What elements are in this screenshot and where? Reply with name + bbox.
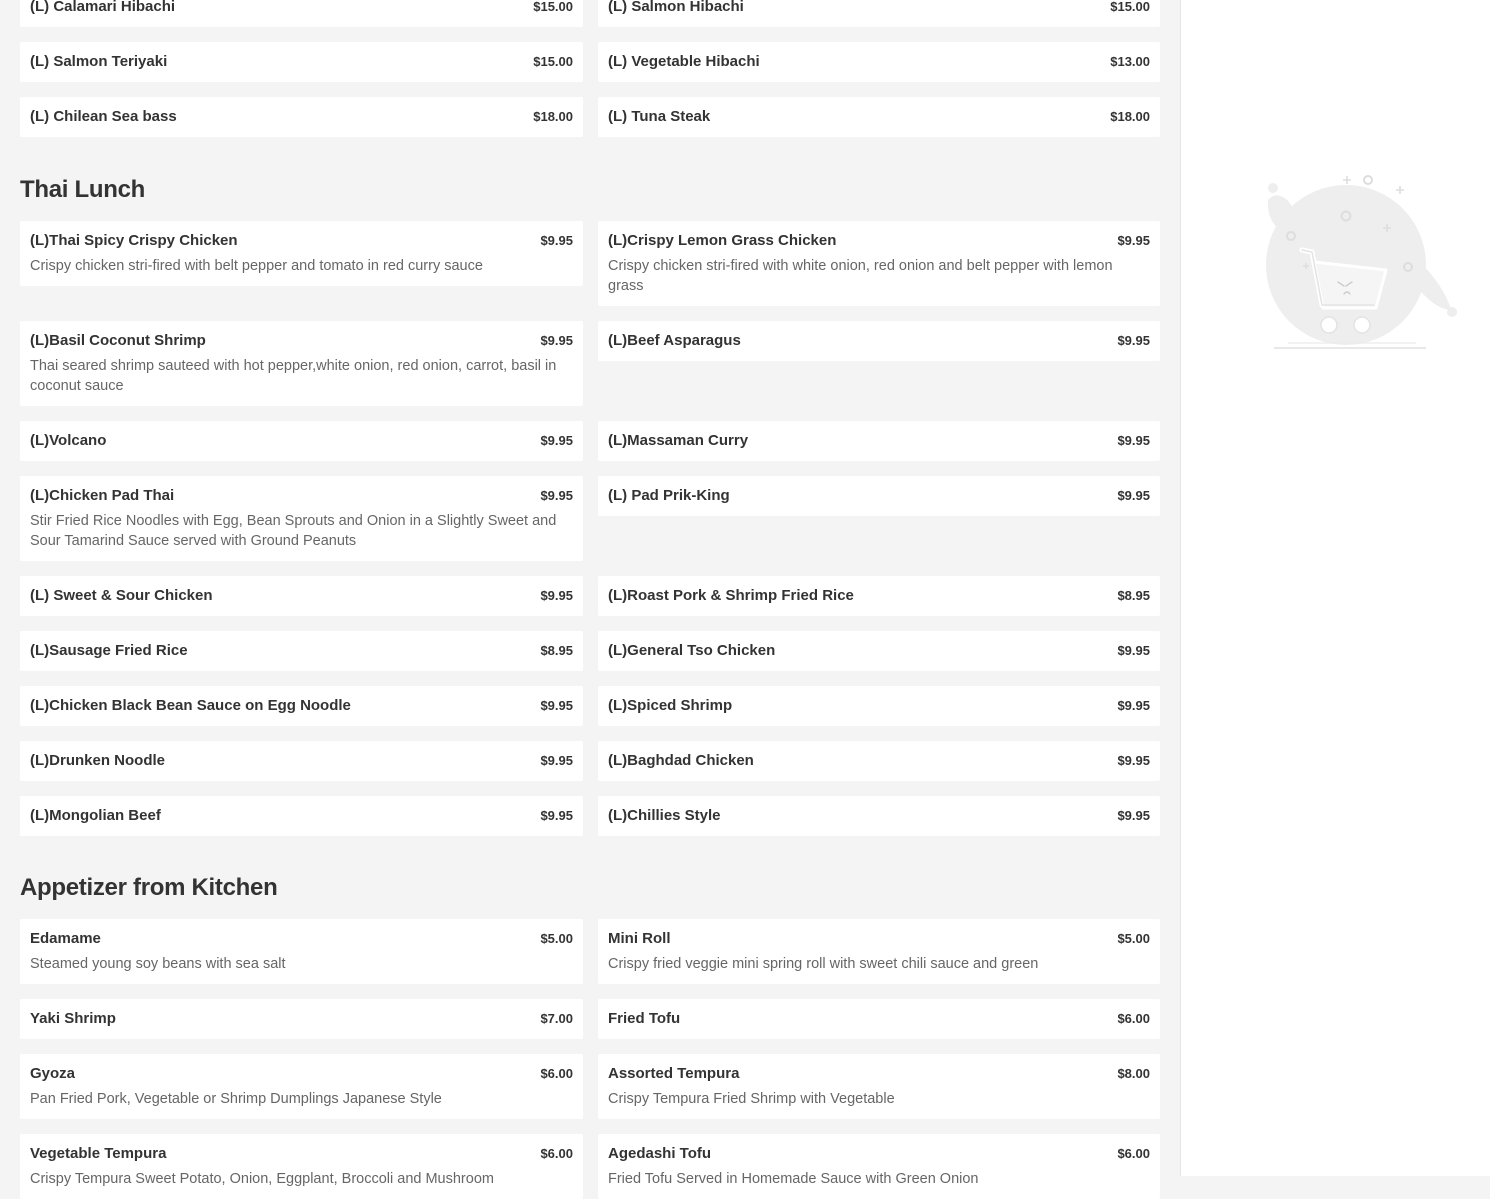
item-description: Fried Tofu Served in Homemade Sauce with Green Onion: [608, 1171, 979, 1187]
item-name: (L) Salmon Teriyaki: [30, 53, 168, 70]
item-price: $9.95: [1117, 433, 1150, 448]
item-price: $9.95: [540, 488, 573, 503]
item-price: $8.95: [540, 643, 573, 658]
item-name: (L)Chillies Style: [608, 807, 721, 824]
item-description: Crispy chicken stri-fired with belt pepper and tomato in red curry sauce: [30, 258, 483, 274]
menu-item[interactable]: [598, 221, 1160, 306]
item-description: Pan Fried Pork, Vegetable or Shrimp Dumplings Japanese Style: [30, 1091, 442, 1107]
item-name: Agedashi Tofu: [608, 1145, 712, 1162]
menu-item[interactable]: [20, 421, 583, 461]
menu-item[interactable]: [598, 97, 1160, 137]
menu-item[interactable]: [598, 321, 1160, 361]
item-name: Yaki Shrimp: [30, 1010, 116, 1027]
item-name: (L) Chilean Sea bass: [30, 108, 177, 125]
item-price: $9.95: [1117, 233, 1150, 248]
item-description: Crispy fried veggie mini spring roll with sweet chili sauce and green: [608, 956, 1039, 972]
item-name: Assorted Tempura: [608, 1065, 740, 1082]
item-price: $9.95: [540, 698, 573, 713]
item-price: $9.95: [540, 808, 573, 823]
item-price: $9.95: [540, 333, 573, 348]
item-name: (L)Beef Asparagus: [608, 332, 741, 349]
item-price: $5.00: [540, 931, 573, 946]
item-name: (L)Basil Coconut Shrimp: [30, 332, 206, 349]
item-price: $9.95: [1117, 753, 1150, 768]
menu-item[interactable]: [598, 42, 1160, 82]
item-name: Edamame: [30, 930, 101, 947]
menu-item[interactable]: [598, 999, 1160, 1039]
item-price: $5.00: [1117, 931, 1150, 946]
item-price: $9.95: [540, 433, 573, 448]
item-description: Crispy chicken stri-fired with white onion, red onion and belt pepper with lemon grass: [608, 258, 1113, 294]
menu-item[interactable]: [598, 421, 1160, 461]
menu-item[interactable]: [20, 741, 583, 781]
menu-item[interactable]: [598, 1054, 1160, 1119]
menu-item[interactable]: [20, 576, 583, 616]
item-name: (L)Baghdad Chicken: [608, 752, 754, 769]
menu-item[interactable]: [598, 0, 1160, 27]
item-name: (L)Chicken Black Bean Sauce on Egg Noodle: [30, 697, 351, 714]
item-price: $18.00: [533, 109, 573, 124]
menu-item[interactable]: [20, 919, 583, 984]
section-title-appetizer: Appetizer from Kitchen: [20, 874, 278, 901]
menu-item[interactable]: [20, 42, 583, 82]
menu-item[interactable]: [20, 0, 583, 27]
item-price: $9.95: [1117, 488, 1150, 503]
item-name: (L)Chicken Pad Thai: [30, 487, 175, 504]
item-name: (L) Salmon Hibachi: [608, 0, 744, 15]
item-name: (L)Drunken Noodle: [30, 752, 165, 769]
item-price: $7.00: [540, 1011, 573, 1026]
item-name: (L)Massaman Curry: [608, 432, 749, 449]
item-name: (L)Thai Spicy Crispy Chicken: [30, 232, 238, 249]
item-price: $9.95: [540, 753, 573, 768]
item-name: (L) Calamari Hibachi: [30, 0, 176, 15]
item-name: (L)Roast Pork & Shrimp Fried Rice: [608, 587, 854, 604]
cart-panel: [1180, 0, 1490, 1176]
item-name: (L)Sausage Fried Rice: [30, 642, 188, 659]
menu-item[interactable]: [598, 576, 1160, 616]
item-name: (L)Mongolian Beef: [30, 807, 161, 824]
item-name: (L) Sweet & Sour Chicken: [30, 587, 213, 604]
item-price: $9.95: [1117, 808, 1150, 823]
item-price: $6.00: [540, 1066, 573, 1081]
item-name: (L)General Tso Chicken: [608, 642, 776, 659]
menu-item[interactable]: [20, 631, 583, 671]
item-price: $6.00: [1117, 1146, 1150, 1161]
item-name: (L) Tuna Steak: [608, 108, 711, 125]
empty-cart-icon: [1256, 170, 1456, 355]
item-name: Mini Roll: [608, 930, 671, 947]
menu-item[interactable]: [598, 476, 1160, 516]
menu-item[interactable]: [20, 97, 583, 137]
item-name: (L)Spiced Shrimp: [608, 697, 733, 714]
menu-item[interactable]: [598, 741, 1160, 781]
item-name: Vegetable Tempura: [30, 1145, 167, 1162]
item-price: $15.00: [533, 54, 573, 69]
item-description: Crispy Tempura Sweet Potato, Onion, Eggplant, Broccoli and Mushroom: [30, 1171, 494, 1187]
menu-item[interactable]: [20, 686, 583, 726]
item-description: Thai seared shrimp sauteed with hot pepper,white onion, red onion, carrot, basil in coconut sauce: [30, 358, 557, 394]
item-description: Stir Fried Rice Noodles with Egg, Bean Sprouts and Onion in a Slightly Sweet and Sour Tamarind Sauce served with Ground Peanuts: [30, 513, 557, 549]
item-price: $9.95: [540, 588, 573, 603]
menu-item[interactable]: [20, 796, 583, 836]
menu-item[interactable]: [20, 221, 583, 286]
item-name: (L)Crispy Lemon Grass Chicken: [608, 232, 837, 249]
item-name: (L)Volcano: [30, 432, 107, 449]
item-price: $9.95: [1117, 643, 1150, 658]
item-price: $15.00: [1110, 0, 1150, 14]
item-name: Gyoza: [30, 1065, 76, 1082]
menu-item[interactable]: [20, 999, 583, 1039]
menu-item[interactable]: [20, 476, 583, 561]
item-price: $9.95: [540, 233, 573, 248]
menu-item[interactable]: [598, 631, 1160, 671]
menu-item[interactable]: [20, 321, 583, 406]
menu-item[interactable]: [598, 796, 1160, 836]
item-price: $18.00: [1110, 109, 1150, 124]
item-description: Steamed young soy beans with sea salt: [30, 956, 286, 972]
item-name: Fried Tofu: [608, 1010, 681, 1027]
item-price: $9.95: [1117, 333, 1150, 348]
menu-item[interactable]: [20, 1054, 583, 1119]
item-price: $6.00: [540, 1146, 573, 1161]
item-price: $8.95: [1117, 588, 1150, 603]
section-title-thai-lunch: Thai Lunch: [20, 176, 145, 203]
menu-item[interactable]: [598, 1134, 1160, 1199]
item-name: (L) Vegetable Hibachi: [608, 53, 760, 70]
item-price: $8.00: [1117, 1066, 1150, 1081]
menu-item[interactable]: [598, 919, 1160, 984]
item-price: $6.00: [1117, 1011, 1150, 1026]
item-price: $15.00: [533, 0, 573, 14]
item-price: $13.00: [1110, 54, 1150, 69]
menu-item[interactable]: [20, 1134, 583, 1199]
menu-item[interactable]: [598, 686, 1160, 726]
item-description: Crispy Tempura Fried Shrimp with Vegetable: [608, 1091, 895, 1107]
item-price: $9.95: [1117, 698, 1150, 713]
item-name: (L) Pad Prik-King: [608, 487, 730, 504]
